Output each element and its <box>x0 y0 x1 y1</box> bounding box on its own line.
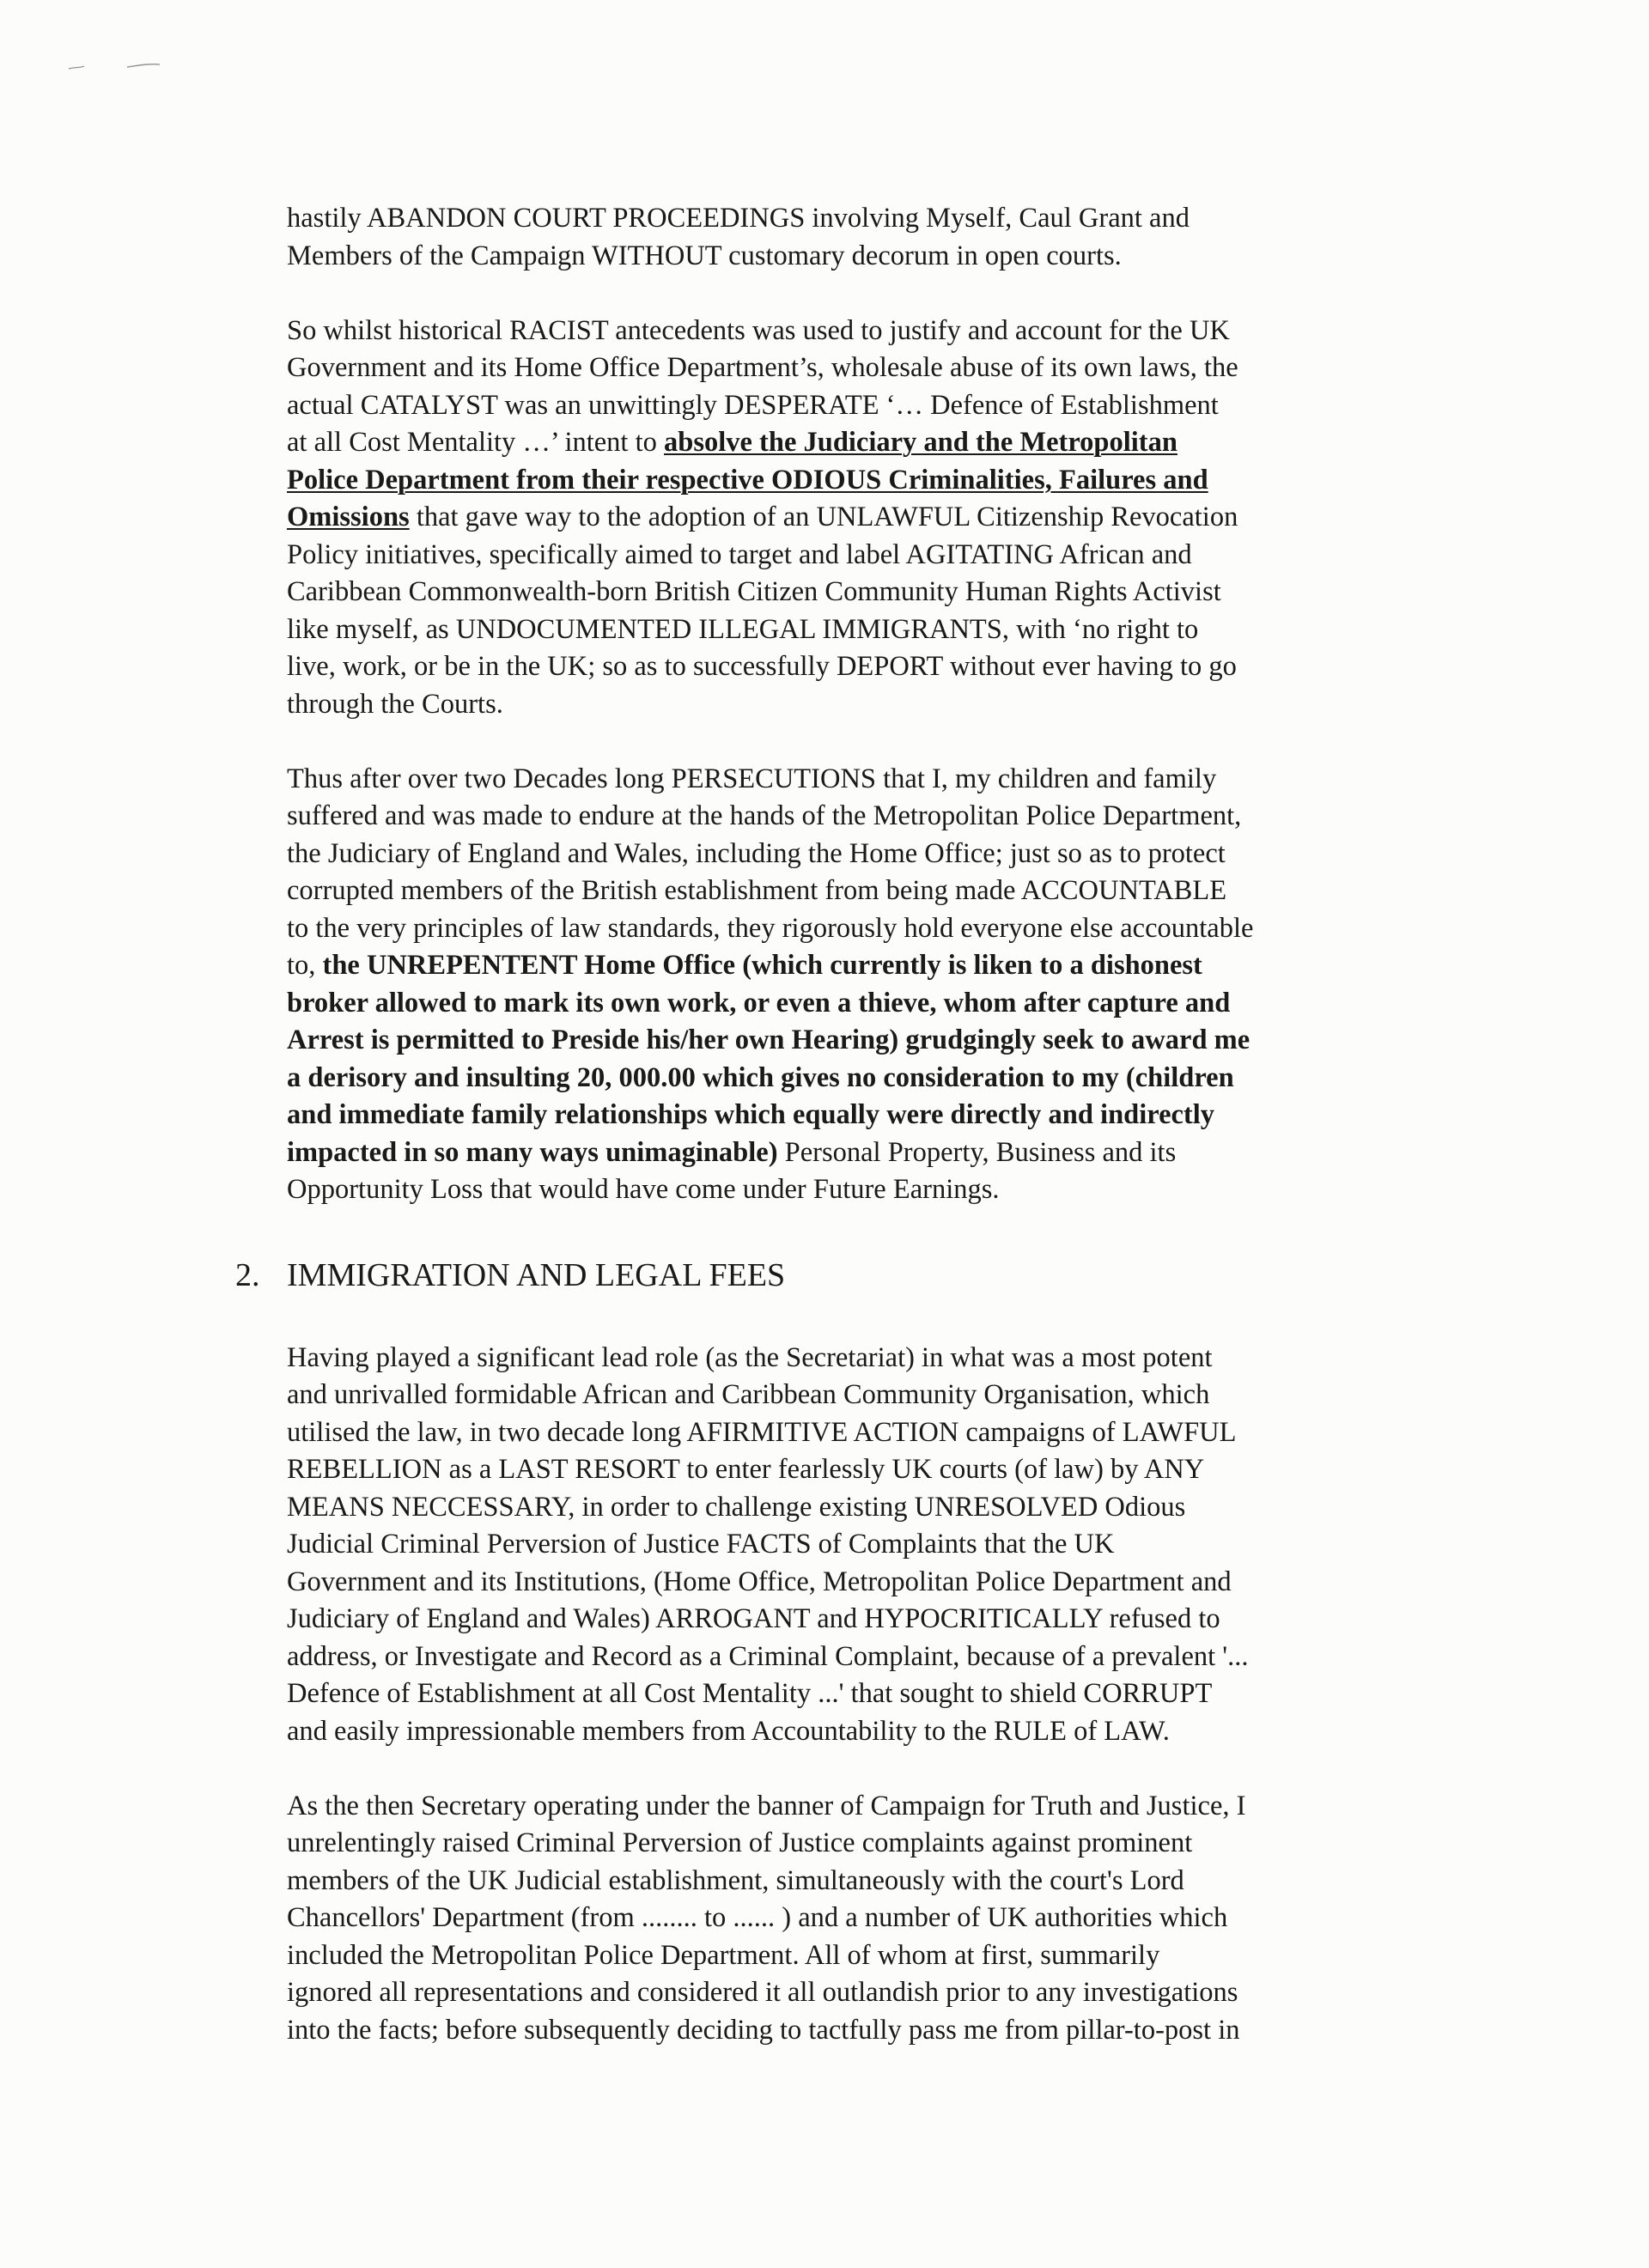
paragraph-3 <box>287 761 1403 1209</box>
paragraph-1: hastily ABANDON COURT PROCEEDINGS involving Myself, Caul Grant and Members of the Campaign WITHOUT customary decorum in open courts. <box>287 203 1190 271</box>
paragraph-2-intro: So whilst historical RACIST antecedents was used to justify and account for the UK Government and its Home Office Department’s, wholesale abuse of its own laws, the actual CATALYST was an unwittingly DESPERATE ‘… Defence of Establishment at all Cost Mentality …’ intent to <box>287 314 1238 458</box>
paragraph-3-rest: Personal Property, Business and its Opportunity Loss that would have come under Future Earnings. <box>287 1136 1177 1205</box>
section-number: 2. <box>235 1256 260 1293</box>
paragraph-2-emphasis: absolve the Judiciary and the Metropolitan Police Department from their respective ODIOUS Criminalities, Failures and Omissions <box>287 427 1208 532</box>
paragraph-3-emphasis: the UNREPENTENT Home Office (which currently is liken to a dishonest broker allowed to mark its own work, or even a thieve, whom after capture and Arrest is permitted to Preside his/her own Hearing) grudgingly seek to award me a derisory and insulting 20, 000.00 which gives no consideration to my (children and immediate family relationships which equally were directly and indirectly impacted in so many ways unimaginable) <box>287 950 1250 1168</box>
section-title: IMMIGRATION AND LEGAL FEES <box>287 1256 786 1293</box>
paragraph-4: Having played a significant lead role (as the Secretariat) in what was a most potent and unrivalled formidable African and Caribbean Community Organisation, which utilised the law, in two decade long AFIRMITIVE ACTION campaigns of LAWFUL REBELLION as a LAST RESORT to enter fearlessly UK courts (of law) by ANY MEANS NECCESSARY, in order to challenge existing UNRESOLVED Odious Judicial Criminal Perversion of Justice FACTS of Complaints that the UK Government and its Institutions, (Home Office, Metropolitan Police Department and Judiciary of England and Wales) ARROGANT and HYPOCRITICALLY refused to address, or Investigate and Record as a Criminal Complaint, because of a prevalent '... Defence of Establishment at all Cost Mentality ...' that sought to shield CORRUPT and easily impressionable members from Accountability to the RULE of LAW. <box>287 1341 1249 1747</box>
scan-smudge-mark <box>67 58 161 74</box>
paragraph-2 <box>287 313 1403 724</box>
paragraph-3-intro: Thus after over two Decades long PERSECUTIONS that I, my children and family suffered and was made to endure at the hands of the Metropolitan Police Department, the Judiciary of England and Wales, including the Home Office; just so as to protect corrupted members of the British establishment from being made ACCOUNTABLE to the very principles of law standards, they rigorously hold everyone else accountable to, <box>287 763 1254 981</box>
section-heading <box>235 1256 1403 1295</box>
document-body <box>235 200 1403 2087</box>
paragraph-5: As the then Secretary operating under the banner of Campaign for Truth and Justice, I unrelentingly raised Criminal Perversion of Justice complaints against prominent members of the UK Judicial establishment, simultaneously with the court's Lord Chancellors' Department (from ........ to ...... ) and a number of UK authorities which included the Metropolitan Police Department. All of whom at first, summarily ignored all representations and considered it all outlandish prior to any investigations into the facts; before subsequently deciding to tactfully pass me from pillar-to-post in <box>287 1790 1246 2046</box>
paragraph-2-rest: that gave way to the adoption of an UNLAWFUL Citizenship Revocation Policy initiatives, specifically aimed to target and label AGITATING African and Caribbean Commonwealth-born British Citizen Community Human Rights Activist like myself, as UNDOCUMENTED ILLEGAL IMMIGRANTS, with ‘no right to live, work, or be in the UK; so as to successfully DEPORT without ever having to go through the Courts. <box>287 502 1238 720</box>
